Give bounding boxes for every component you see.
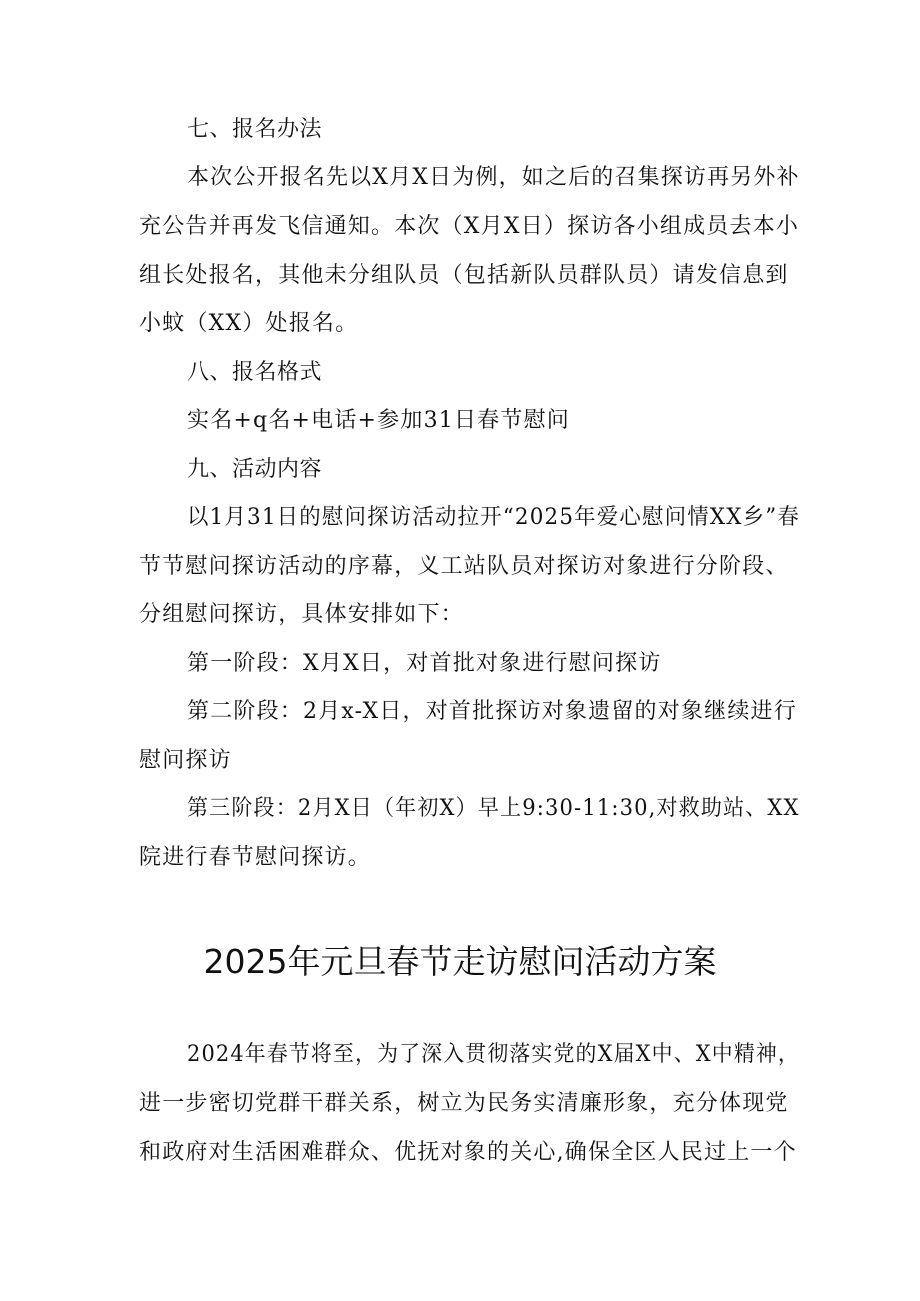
- paragraph-line: 和政府对生活困难群众、优抚对象的关心,确保全区人民过上一个: [139, 1140, 797, 1165]
- section-heading-7: 七、报名办法: [187, 117, 323, 142]
- paragraph-line: 慰问探访: [139, 748, 232, 773]
- paragraph-line: 第三阶段：2月X日（年初X）早上9:30-11:30,对救助站、XX: [187, 796, 800, 821]
- paragraph-line: 小蚊（XX）处报名。: [139, 311, 359, 336]
- document-title: 2025年元旦春节走访慰问活动方案: [203, 942, 717, 981]
- paragraph-line: 实名+q名+电话+参加31日春节慰问: [187, 408, 570, 433]
- section-heading-9: 九、活动内容: [187, 457, 323, 482]
- paragraph-line: 以1月31日的慰问探访活动拉开“2025年爱心慰问情XX乡”春: [187, 505, 801, 530]
- paragraph-line: 充公告并再发飞信通知。本次（X月X日）探访各小组成员去本小: [139, 214, 800, 239]
- paragraph-line: 分组慰问探访，具体安排如下：: [139, 602, 464, 627]
- paragraph-line: 本次公开报名先以X月X日为例，如之后的召集探访再另外补: [187, 165, 800, 190]
- paragraph-line: 节节慰问探访活动的序幕，义工站队员对探访对象进行分阶段、: [139, 554, 789, 579]
- paragraph-line: 进一步密切党群干群关系，树立为民务实清廉形象，充分体现党: [139, 1091, 789, 1116]
- paragraph-line: 组长处报名，其他未分组队员（包括新队员群队员）请发信息到: [139, 263, 789, 288]
- paragraph-line: 院进行春节慰问探访。: [139, 845, 372, 870]
- section-heading-8: 八、报名格式: [187, 360, 323, 385]
- paragraph-line: 第二阶段：2月x-X日，对首批探访对象遗留的对象继续进行: [187, 699, 797, 724]
- paragraph-line: 第一阶段：X月X日，对首批对象进行慰问探访: [187, 651, 662, 676]
- paragraph-line: 2024年春节将至，为了深入贯彻落实党的X届X中、X中精神，: [187, 1042, 800, 1067]
